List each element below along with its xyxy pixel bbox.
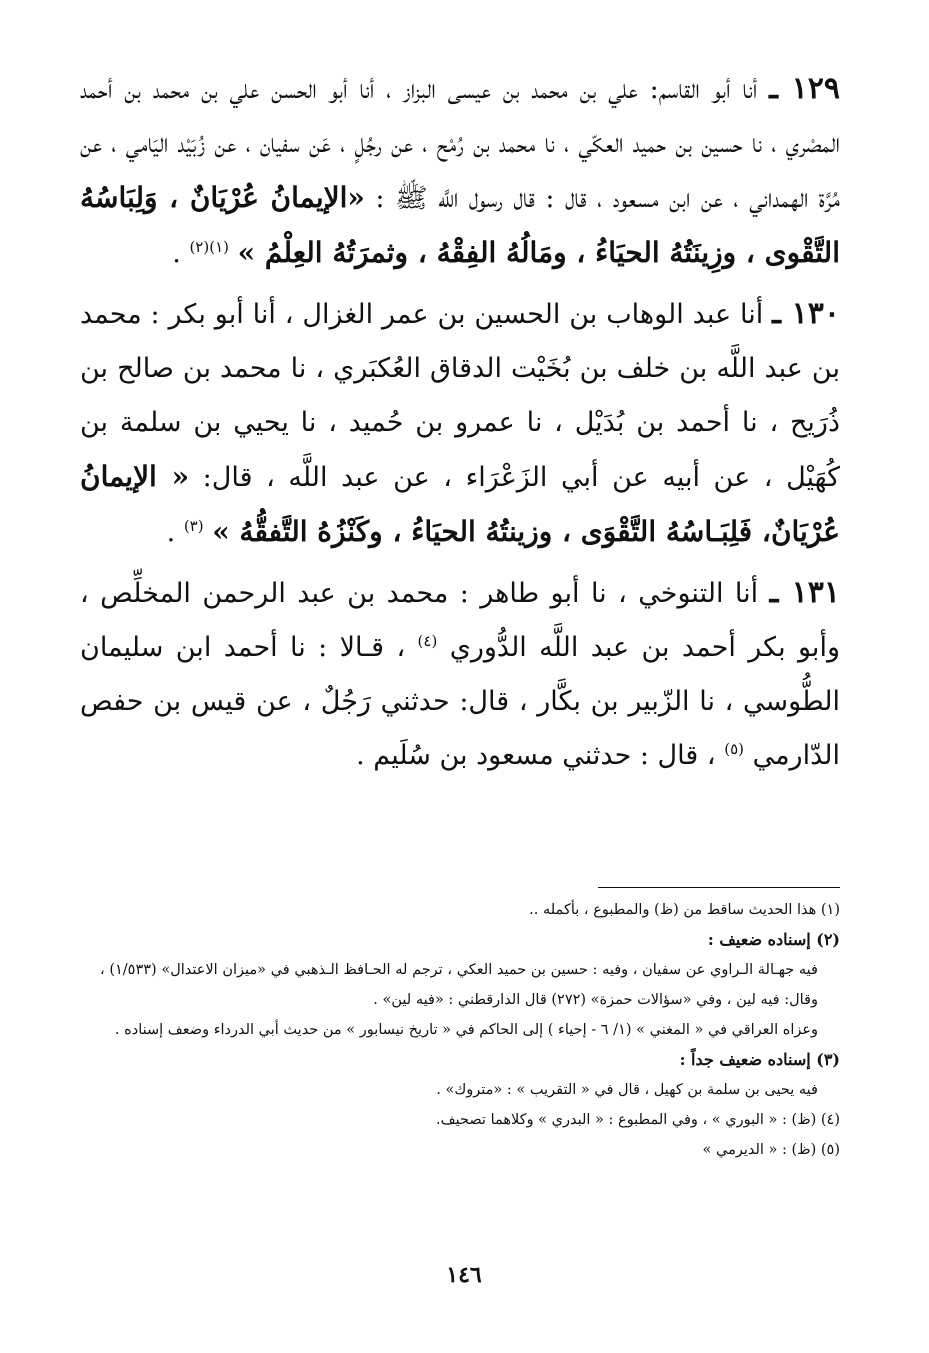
hadith-chain: ، قـالا : نا أحمد ابن سليمان الطُّوسي ، نا الزّبير بن بكَّار ، قال: حدثني رَجُلٌ ، عن قيس بن حفص الدّارمي [80, 632, 840, 771]
footnote-ref: (١)(٢) [189, 238, 229, 256]
footnote-2-body: فيه جهـالة الـراوي عن سفيان ، وفيه : حسين بن حميد العكي ، ترجم له الحـافظ الـذهبي في «ميزان الاعتدال» (١/٥٣٣) ، وقال: فيه لين ، وفي «سؤالات حمزة» (٢٧٢) قال الدارقطني : «فيه لين» . [100, 962, 818, 1008]
hadith-chain: ، قال : حدثني مسعود بن سُلَيم . [356, 740, 716, 771]
hadith-text: « الإيمانُ عُرْيَانٌ، فَلِبَـاسُهُ التَّقْوَى ، وزينتُهُ الحيَاءُ ، وكَنْزُهُ التَّفقُّهُ » [80, 460, 840, 548]
hadith-number: ١٣٠ ـ [772, 296, 840, 331]
main-text [80, 62, 840, 789]
sentence-end: . [166, 517, 176, 548]
footnotes [100, 895, 840, 1165]
footnote-2-body: وعزاه العراقي في « المغني » (١/ ٦ - إحياء ) إلى الحاكم في « تاريخ نيسابور » من حديث أبي الدرداء وضعف إسناده . [114, 1022, 818, 1038]
footnote-ref: (٣) [183, 517, 204, 535]
footnote-divider [598, 887, 840, 888]
footnote-3-heading: (٣) إسناده ضعيف جداً : [679, 1050, 840, 1069]
footnote-2-heading: (٢) إسناده ضعيف : [707, 930, 840, 949]
hadith-130 [80, 287, 840, 560]
hadith-chain: أنا التنوخي ، نا أبو طاهر : محمد بن عبد الرحمن المخلِّص ، وأبو بكر أحمد بن عبد اللَّه الدُّوري [80, 578, 840, 663]
hadith-number: ١٢٩ ـ [769, 71, 840, 106]
footnote-1: (١) هذا الحديث ساقط من (ظ) والمطبوع ، بأكمله .. [529, 902, 840, 918]
page-number: ١٤٦ [446, 1262, 482, 1288]
footnote-4: (٤) (ظ) : « البوري » ، وفي المطبوع : « البدري » وكلاهما تصحيف. [436, 1112, 840, 1128]
footnote-3-body: فيه يحيى بن سلمة بن كهيل ، قال في « التقريب » : «متروك» . [436, 1082, 818, 1098]
hadith-chain: أنا أبو القاسم: علي بن محمد بن عيسى البزاز ، أنا أبو الحسن علي بن محمد بن أحمد المصْري ، نا حسين بن حميد العكّي ، نا محمد بن رُمْح ، عن رجُلٍ ، عَن سفيان ، عن زُبَيْد اليَامي ، عن مُرَّة الهمداني ، عن ابن مسعود ، قال : قال رسول اللَّه ﷺ : [80, 74, 840, 214]
hadith-chain: أنا عبد الوهاب بن الحسين بن عمر الغزال ، أنا أبو بكر : محمد بن عبد اللَّه بن خلف بن بُخَيْت الدقاق العُكبَري ، نا محمد بن صالح بن ذُرَيح ، نا أحمد بن بُدَيْل ، نا عمرو بن حُميد ، نا يحيي بن سلمة بن كُهَيْل ، عن أبيه عن أبي الزَعْرَاء ، عن عبد اللَّه ، قال: [80, 299, 840, 493]
hadith-number: ١٣١ ـ [769, 575, 840, 610]
hadith-129 [80, 62, 840, 281]
footnote-ref: (٥) [724, 740, 744, 758]
sentence-end: . [172, 238, 181, 269]
hadith-text: «الإيمانُ عُرْيَانٌ ، وَلِبَاسُهُ التَّقْوى ، وزِينَتُهُ الحيَاءُ ، ومَالُهُ الفِقْهُ ، وثمرَتُهُ العِلْمُ » [80, 181, 840, 269]
footnote-ref: (٤) [417, 632, 438, 650]
footnote-5: (٥) (ظ) : « الديرمي » [702, 1142, 840, 1158]
hadith-131 [80, 566, 840, 783]
